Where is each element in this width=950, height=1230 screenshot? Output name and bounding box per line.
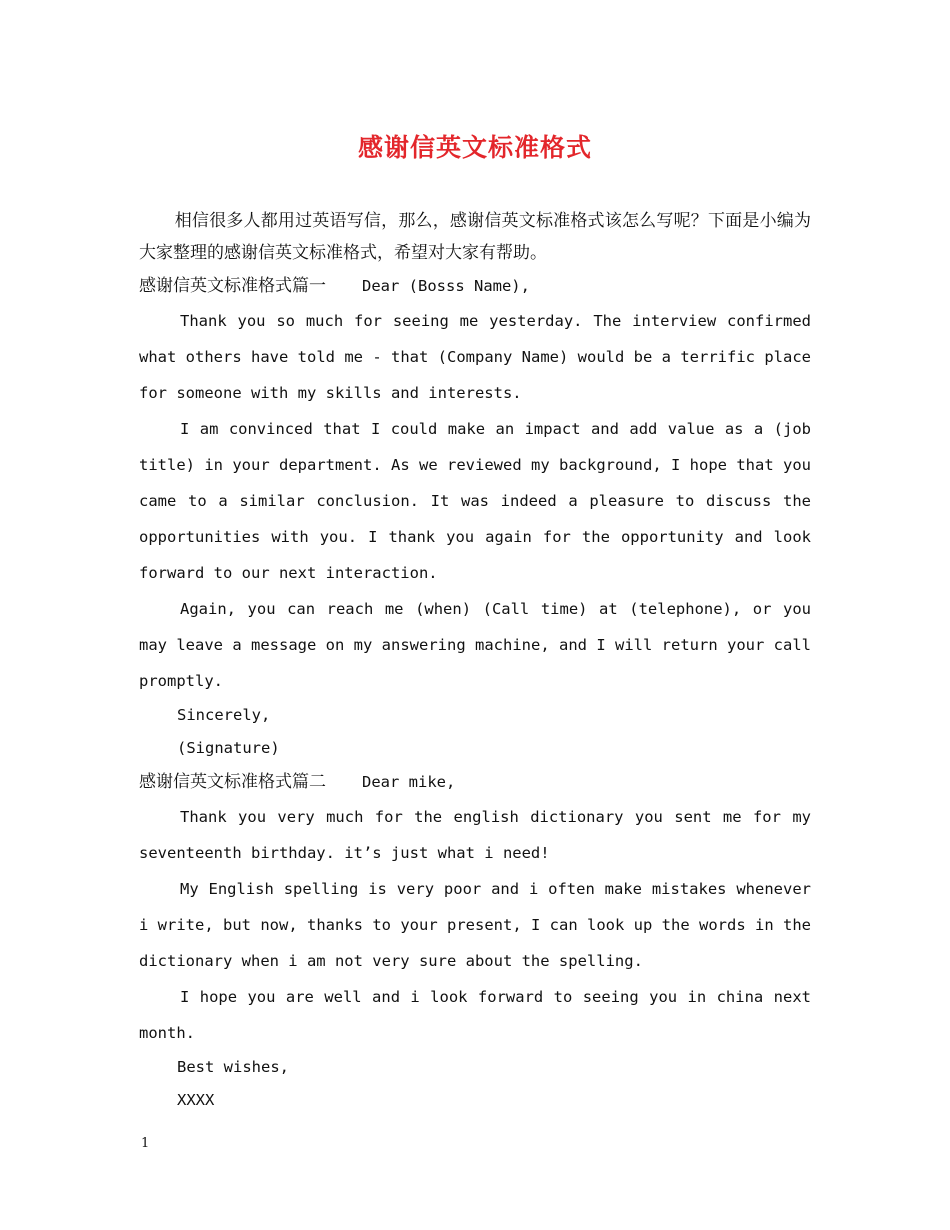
- letter2-closing: Best wishes,: [177, 1058, 289, 1076]
- letter1-paragraph-2: I am convinced that I could make an impact and add value as a (job title) in your department. As we reviewed my background, I hope that you came to a similar conclusion. It was indeed a pleasure to discuss the opportunities with you. I thank you again for the opportunity and look forward to our next interaction.: [139, 420, 811, 582]
- letter2-paragraph-3: I hope you are well and i look forward to seeing you in china next month.: [139, 988, 811, 1042]
- document-title: 感谢信英文标准格式: [357, 133, 592, 162]
- letter1-paragraph-1: Thank you so much for seeing me yesterday. The interview confirmed what others have told me - that (Company Name) would be a terrific place for someone with my skills and interests.: [139, 312, 811, 402]
- document-body: [139, 205, 811, 1117]
- letter2-heading: 感谢信英文标准格式篇二: [139, 772, 326, 792]
- letter1-closing: Sincerely,: [177, 706, 271, 724]
- letter2-paragraph-2: My English spelling is very poor and i often make mistakes whenever i write, but now, thanks to your present, I can look up the words in the dictionary when i am not very sure about the spelling.: [139, 880, 811, 970]
- letter2-salutation: Dear mike,: [362, 773, 456, 791]
- letter1-heading: 感谢信英文标准格式篇一: [139, 276, 326, 296]
- letter1-heading-line: [139, 269, 811, 303]
- letter2-paragraph-1: Thank you very much for the english dictionary you sent me for my seventeenth birthday. it’s just what i need!: [139, 808, 811, 862]
- letter2-heading-line: [139, 765, 811, 799]
- intro-paragraph: 相信很多人都用过英语写信，那么，感谢信英文标准格式该怎么写呢？下面是小编为大家整理的感谢信英文标准格式，希望对大家有帮助。: [139, 211, 811, 263]
- letter1-signature: (Signature): [177, 739, 280, 757]
- letter1-paragraph-3: Again, you can reach me (when) (Call time) at (telephone), or you may leave a message on my answering machine, and I will return your call promptly.: [139, 600, 811, 690]
- letter1-salutation: Dear (Bosss Name),: [362, 277, 530, 295]
- letter2-signature: XXXX: [177, 1091, 215, 1109]
- page-number: 1: [141, 1136, 150, 1151]
